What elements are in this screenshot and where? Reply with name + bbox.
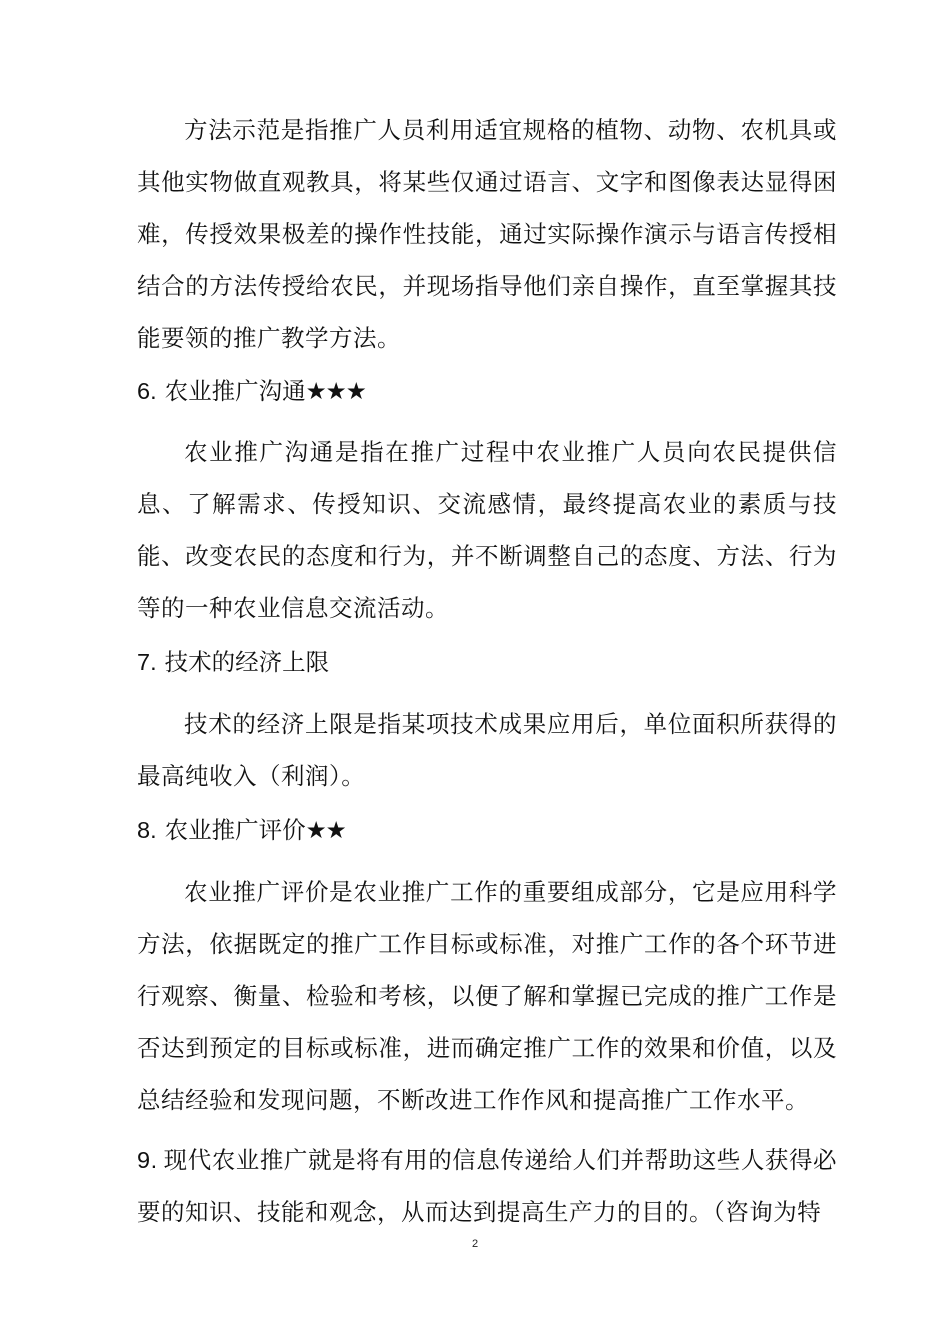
star-rating: ★★ [305,816,346,844]
heading-title: 农业推广评价 [164,816,306,844]
paragraph-method-demonstration: 方法示范是指推广人员利用适宜规格的植物、动物、农机具或其他实物做直观教具，将某些仅通过语言、文字和图像表达显得困难，传授效果极差的操作性技能，通过实际操作演示与语言传授相结合的方法传授给农民，并现场指导他们亲自操作，直至掌握其技能要领的推广教学方法。 [137,116,837,352]
page-number: 2 [471,1238,479,1250]
heading-number: 8. [137,817,157,843]
heading-7-economic-upper-limit [137,647,837,677]
paragraph-extension-communication: 农业推广沟通是指在推广过程中农业推广人员向农民提供信息、了解需求、传授知识、交流感情，最终提高农业的素质与技能、改变农民的态度和行为，并不断调整自己的态度、方法、行为等的一种农业信息交流活动。 [137,438,837,622]
item-text: 现代农业推广就是将有用的信息传递给人们并帮助这些人获得必要的知识、技能和观念，从而达到提高生产力的目的。（咨询为特 [137,1146,837,1226]
heading-number: 7. [137,649,157,675]
heading-title: 农业推广沟通 [164,377,306,405]
heading-6-extension-communication [137,376,837,406]
heading-title: 技术的经济上限 [164,648,330,676]
star-rating: ★★★ [305,377,366,405]
paragraph-economic-upper-limit: 技术的经济上限是指某项技术成果应用后，单位面积所获得的最高纯收入（利润）。 [137,710,837,790]
item-number: 9. [137,1147,158,1173]
paragraph-extension-evaluation: 农业推广评价是农业推广工作的重要组成部分，它是应用科学方法，依据既定的推广工作目标或标准，对推广工作的各个环节进行观察、衡量、检验和考核，以便了解和掌握已完成的推广工作是否达到预定的目标或标准，进而确定推广工作的效果和价值，以及总结经验和发现问题，不断改进工作作风和提高推广工作水平。 [137,878,837,1114]
paragraph-modern-extension [137,1134,837,1238]
heading-8-extension-evaluation [137,815,837,845]
heading-number: 6. [137,378,157,404]
